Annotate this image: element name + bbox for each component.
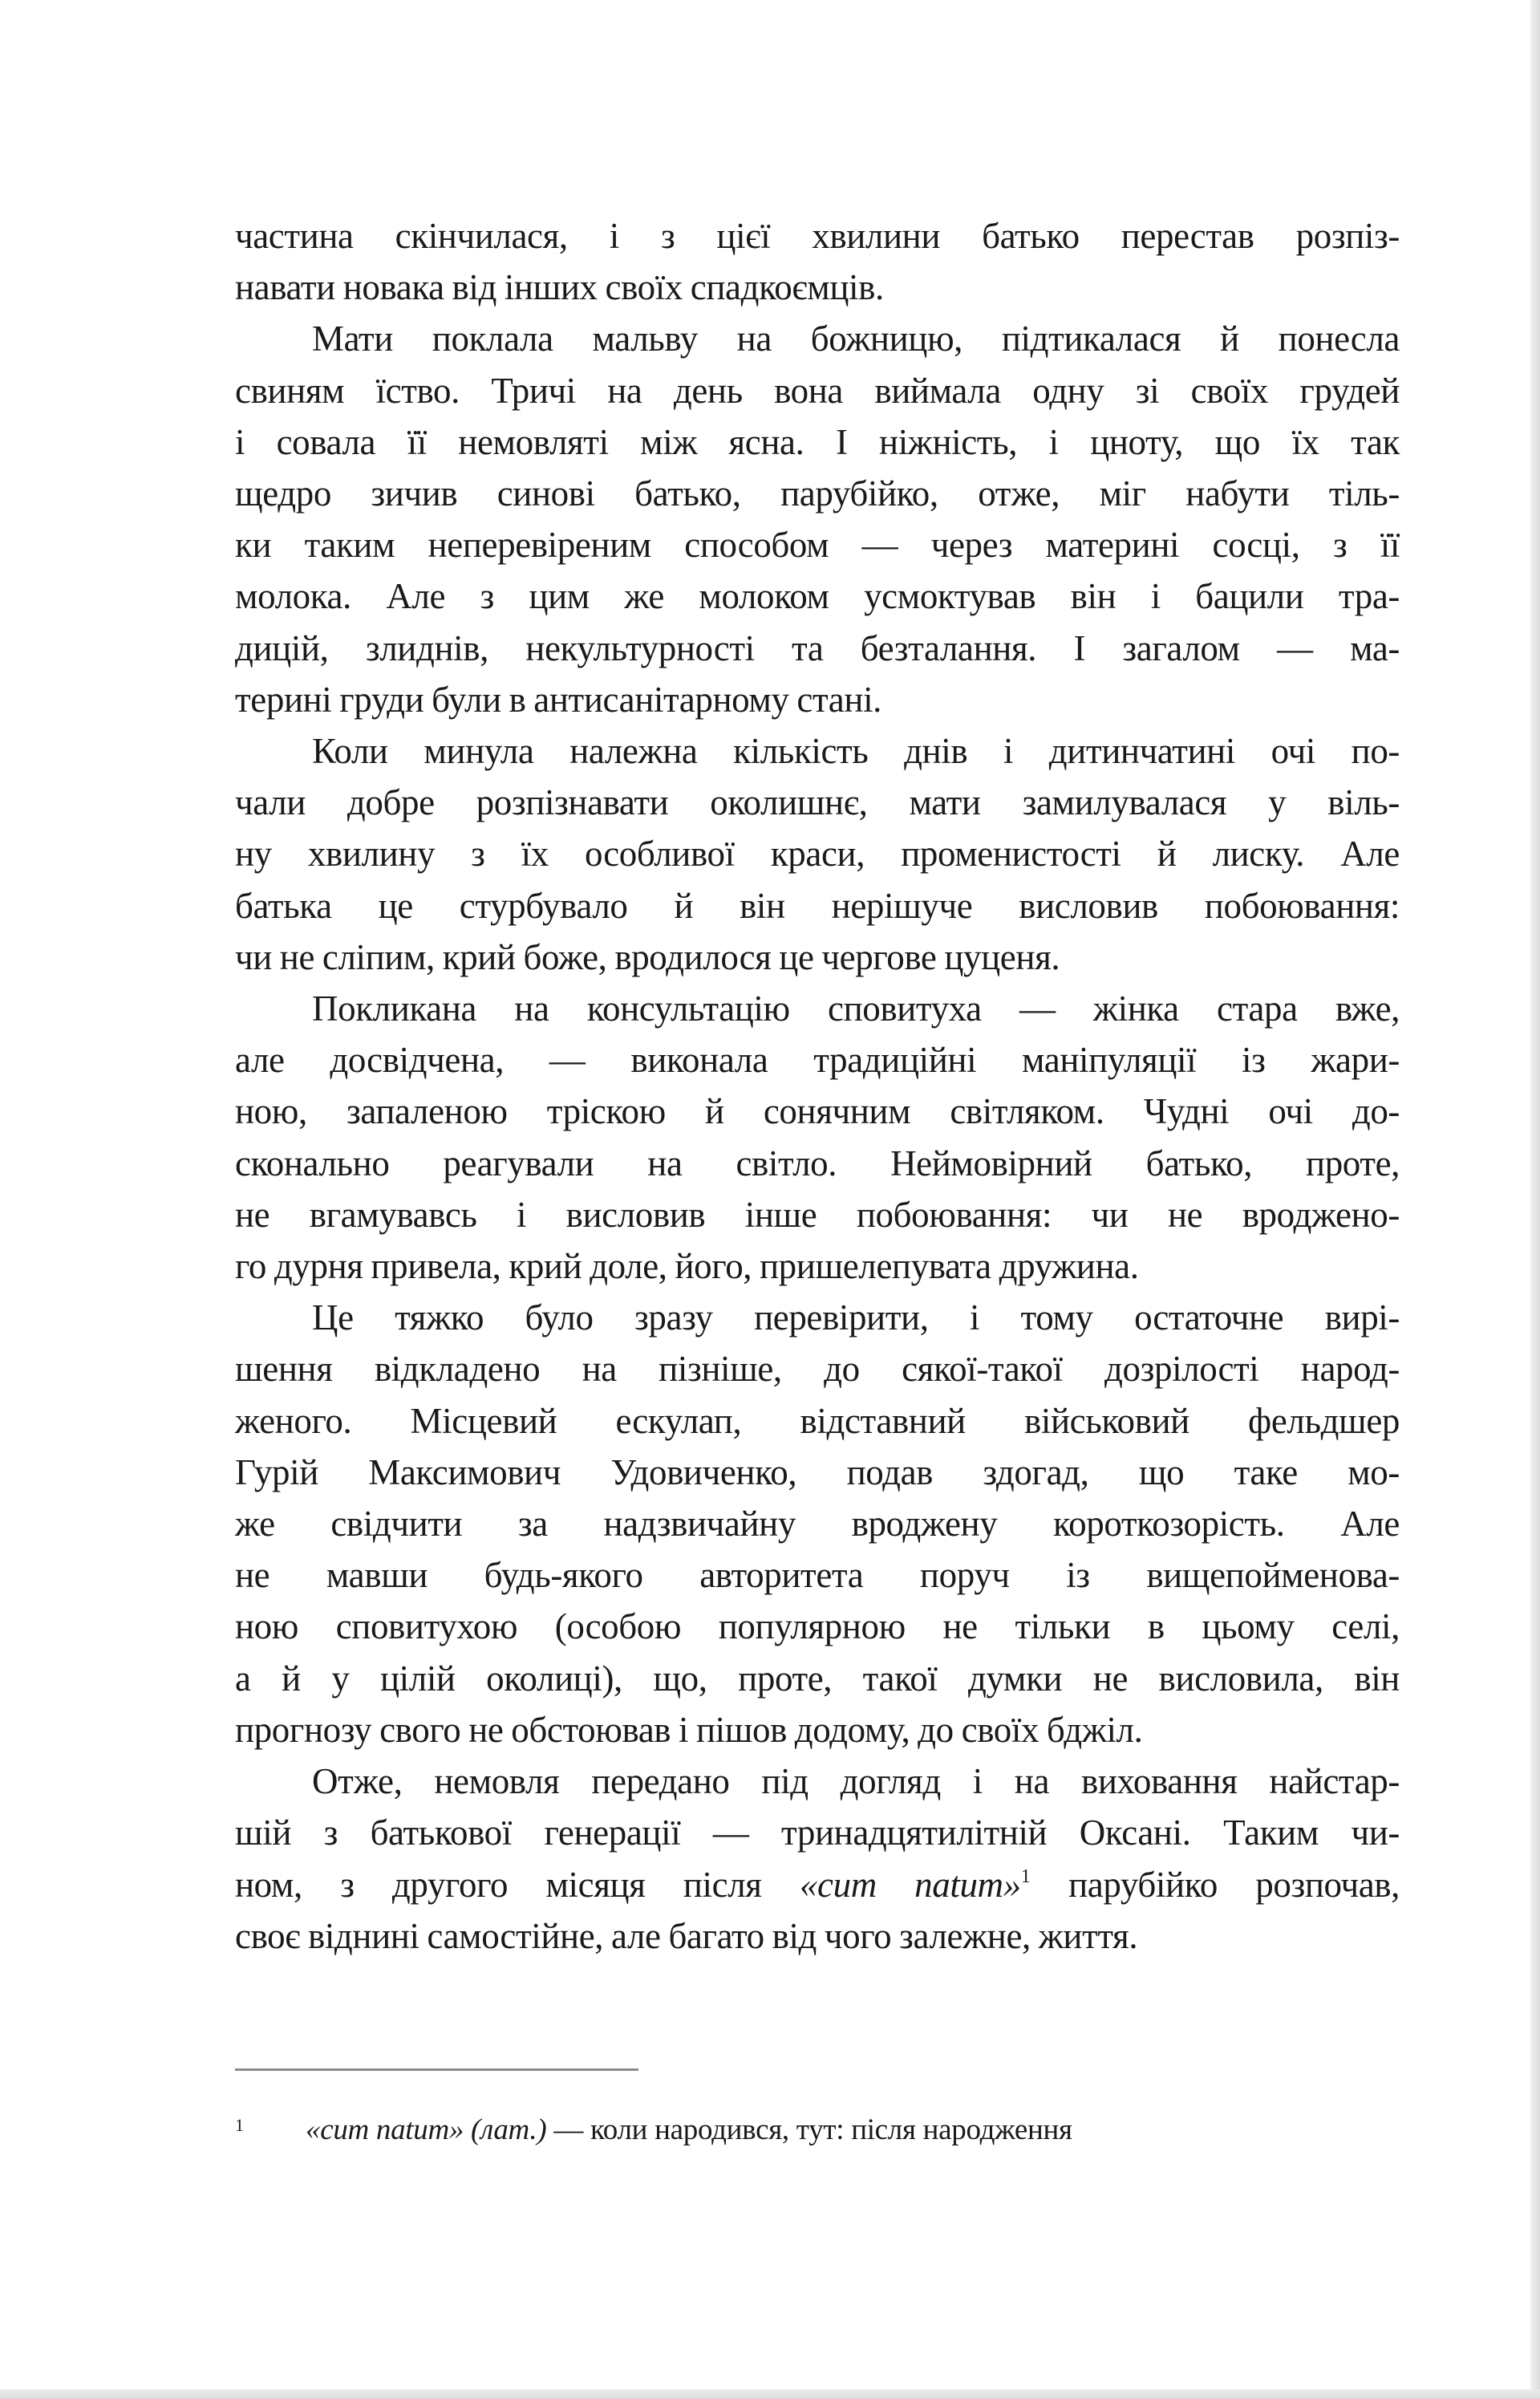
footnote <box>235 2106 1400 2149</box>
latin-phrase: «cum natum» <box>799 1864 1021 1905</box>
footnote-number: 1 <box>235 2115 244 2135</box>
footnote-reference[interactable]: 1 <box>1020 1865 1031 1887</box>
page-edge-shadow-bottom <box>0 2389 1540 2399</box>
footnote-text: — коли народився, тут: після народження <box>546 2113 1072 2146</box>
text-line: терині груди були в антисанітарному стані. <box>235 679 882 720</box>
text-line: і совала її немовляті між ясна. І ніжність, і цноту, що їх так <box>235 421 1400 462</box>
footnote-language: (лат.) <box>471 2113 547 2146</box>
text-line: молока. Але з цим же молоком усмоктував він і бацили тра- <box>235 576 1400 617</box>
text-line: сконально реагували на світло. Неймовірний батько, проте, <box>235 1143 1400 1183</box>
text-line <box>235 1807 1400 1858</box>
paragraph <box>235 1292 1400 1756</box>
text-line: ну хвилину з їх особливої краси, променистості й лиску. Але <box>235 834 1400 875</box>
text-line: ною, запаленою тріскою й сонячним світляком. Чудні очі до- <box>235 1091 1400 1132</box>
text-line: Коли минула належна кількість днів і дитинчатині очі по- <box>312 731 1400 772</box>
text-line: щедро зичив синові батько, парубійко, отже, міг набути тіль- <box>235 473 1400 514</box>
text-line <box>235 1910 1400 1962</box>
text-line <box>235 1859 1400 1910</box>
paragraph <box>235 1756 1400 1962</box>
text-line: шення відкладено на пізніше, до сякої-такої дозрілості народ- <box>235 1349 1400 1390</box>
text-line: Гурій Максимович Удовиченко, подав здогад, що таке мо- <box>235 1451 1400 1492</box>
text-run: Отже, немовля передано під догляд і на виховання найстар- <box>312 1761 1400 1802</box>
text-line: навати новака від інших своїх спадкоємців. <box>235 267 884 308</box>
text-line: дицій, злиднів, некультурності та безталання. І загалом — ма- <box>235 627 1400 668</box>
paragraph <box>235 210 1400 313</box>
text-line: Це тяжко було зразу перевірити, і тому остаточне вирі- <box>312 1297 1400 1338</box>
paragraph <box>235 725 1400 983</box>
text-line: го дурня привела, крий доле, його, пришелепувата дружина. <box>235 1246 1139 1287</box>
paragraph <box>235 313 1400 725</box>
footnote-term: «cum natum» <box>306 2113 464 2146</box>
text-line: ки таким неперевіреним способом — через материні сосці, з її <box>235 525 1400 566</box>
text-line: чи не сліпим, крий боже, вродилося це чергове цуценя. <box>235 936 1060 977</box>
text-line: не вгамувавсь і висловив інше побоювання: чи не вроджено- <box>235 1194 1400 1235</box>
page-edge-shadow-right <box>1530 0 1540 2399</box>
footnote-divider <box>235 2068 638 2071</box>
text-line: же свідчити за надзвичайну вроджену короткозорість. Але <box>235 1504 1400 1545</box>
text-line: ною сповитухою (особою популярною не тільки в цьому селі, <box>235 1606 1400 1647</box>
text-line: Мати поклала мальву на божницю, підтикалася й понесла <box>312 319 1400 359</box>
text-line: прогнозу свого не обстоював і пішов додому, до своїх бджіл. <box>235 1709 1143 1750</box>
text-line: Покликана на консультацію сповитуха — жінка стара вже, <box>312 988 1400 1029</box>
body-text <box>235 210 1400 1962</box>
text-line: не мавши будь-якого авторитета поруч із вищепойменова- <box>235 1555 1400 1596</box>
text-line <box>235 1756 1400 1807</box>
text-line: а й у цілій околиці), що, проте, такої думки не висловила, він <box>235 1658 1400 1699</box>
text-line: батька це стурбувало й він нерішуче висловив побоювання: <box>235 885 1400 926</box>
text-run: парубійко розпочав, <box>1030 1864 1400 1905</box>
text-line: женого. Місцевий ескулап, відставний військовий фельдшер <box>235 1400 1400 1441</box>
text-line: свиням їство. Тричі на день вона виймала одну зі своїх грудей <box>235 370 1400 411</box>
text-line: частина скінчилася, і з цієї хвилини батько перестав розпіз- <box>235 216 1400 256</box>
paragraph <box>235 983 1400 1292</box>
text-line: але досвідчена, — виконала традиційні маніпуляції із жари- <box>235 1040 1400 1081</box>
text-run: своє віднині самостійне, але багато від чого залежне, життя. <box>235 1915 1138 1956</box>
text-line: чали добре розпізнавати околишнє, мати замилувалася у віль- <box>235 782 1400 823</box>
text-run: шій з батькової генерації — тринадцятилітній Оксані. Таким чи- <box>235 1812 1400 1853</box>
text-run: ном, з другого місяця після <box>235 1864 800 1905</box>
